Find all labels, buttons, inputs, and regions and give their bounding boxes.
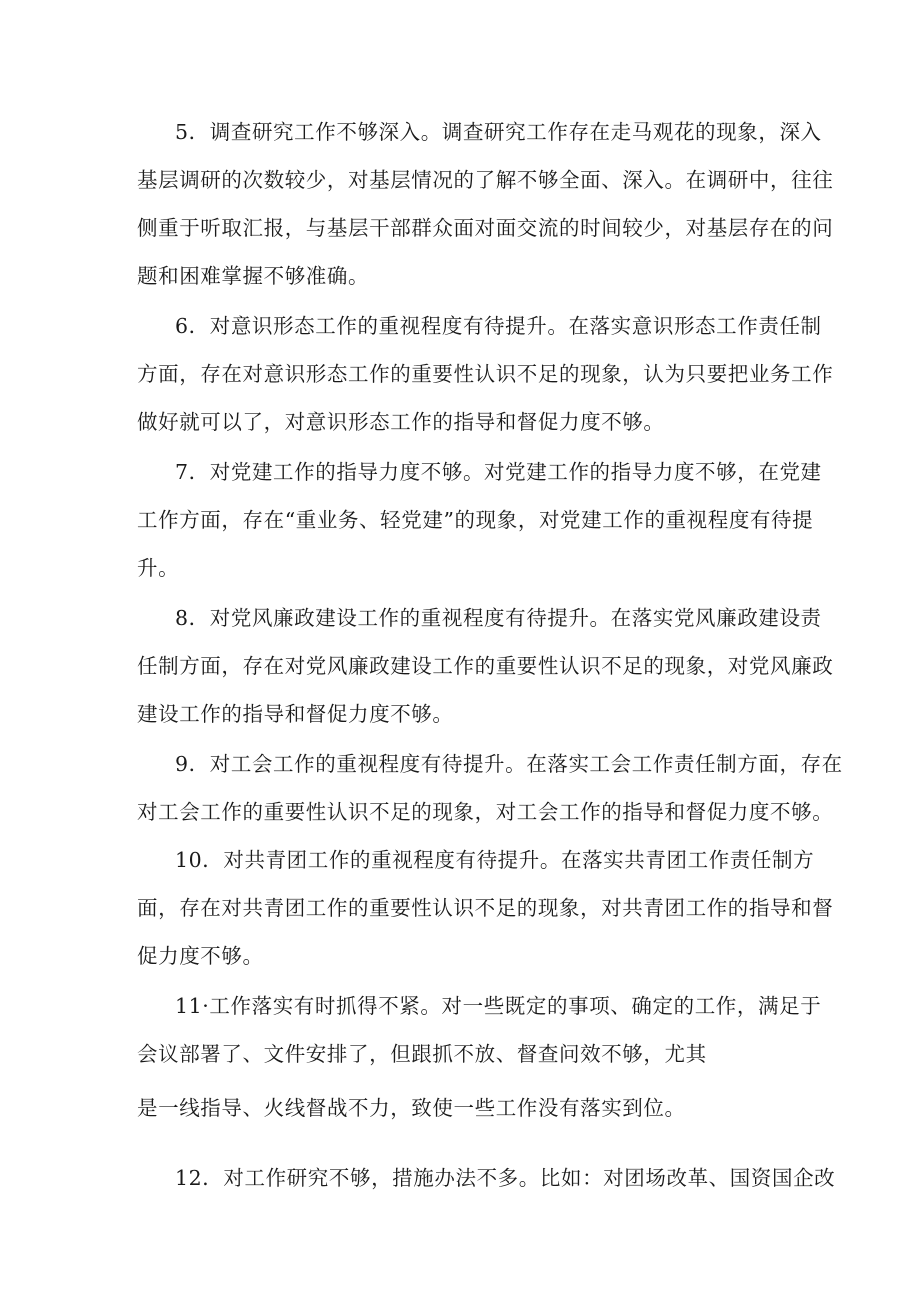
paragraph-9-line-1: 9．对工会工作的重视程度有待提升。在落实工会工作责任制方面，存在 (175, 752, 843, 776)
paragraph-5-line-3: 侧重于听取汇报，与基层干部群众面对面交流的时间较少，对基层存在的问 (137, 216, 834, 240)
paragraph-5-line-2: 基层调研的次数较少，对基层情况的了解不够全面、深入。在调研中，往往 (137, 168, 834, 192)
paragraph-8-line-2: 任制方面，存在对党风廉政建设工作的重要性认识不足的现象，对党风廉政 (137, 654, 834, 678)
paragraph-10-line-2: 面，存在对共青团工作的重要性认识不足的现象，对共青团工作的指导和督 (137, 896, 834, 920)
paragraph-7-line-2: 工作方面，存在“重业务、轻党建”的现象，对党建工作的重视程度有待提 (137, 508, 814, 532)
paragraph-10-line-3: 促力度不够。 (137, 944, 264, 968)
paragraph-7-line-1: 7．对党建工作的指导力度不够。对党建工作的指导力度不够，在党建 (175, 460, 822, 484)
paragraph-6-line-2: 方面，存在对意识形态工作的重要性认识不足的现象，认为只要把业务工作 (137, 362, 834, 386)
paragraph-5-line-1: 5．调查研究工作不够深入。调查研究工作存在走马观花的现象，深入 (175, 120, 822, 144)
paragraph-11-line-2: 会议部署了、文件安排了，但跟抓不放、督查问效不够，尤其 (137, 1042, 707, 1066)
paragraph-11-line-3: 是一线指导、火线督战不力，致使一些工作没有落实到位。 (137, 1096, 686, 1120)
paragraph-6-line-3: 做好就可以了，对意识形态工作的指导和督促力度不够。 (137, 410, 665, 434)
paragraph-5-line-4: 题和困难掌握不够准确。 (137, 264, 370, 288)
paragraph-6-line-1: 6．对意识形态工作的重视程度有待提升。在落实意识形态工作责任制 (175, 314, 822, 338)
paragraph-11-line-1: 11·工作落实有时抓得不紧。对一些既定的事项、确定的工作，满足于 (175, 994, 822, 1018)
paragraph-8-line-1: 8．对党风廉政建设工作的重视程度有待提升。在落实党风廉政建设责 (175, 606, 822, 630)
paragraph-12-line-1: 12．对工作研究不够，措施办法不多。比如：对团场改革、国资国企改 (175, 1166, 836, 1190)
paragraph-10-line-1: 10．对共青团工作的重视程度有待提升。在落实共青团工作责任制方 (175, 848, 815, 872)
paragraph-7-line-3: 升。 (137, 556, 180, 580)
paragraph-8-line-3: 建设工作的指导和督促力度不够。 (137, 702, 454, 726)
paragraph-9-line-2: 对工会工作的重要性认识不足的现象，对工会工作的指导和督促力度不够。 (137, 800, 834, 824)
